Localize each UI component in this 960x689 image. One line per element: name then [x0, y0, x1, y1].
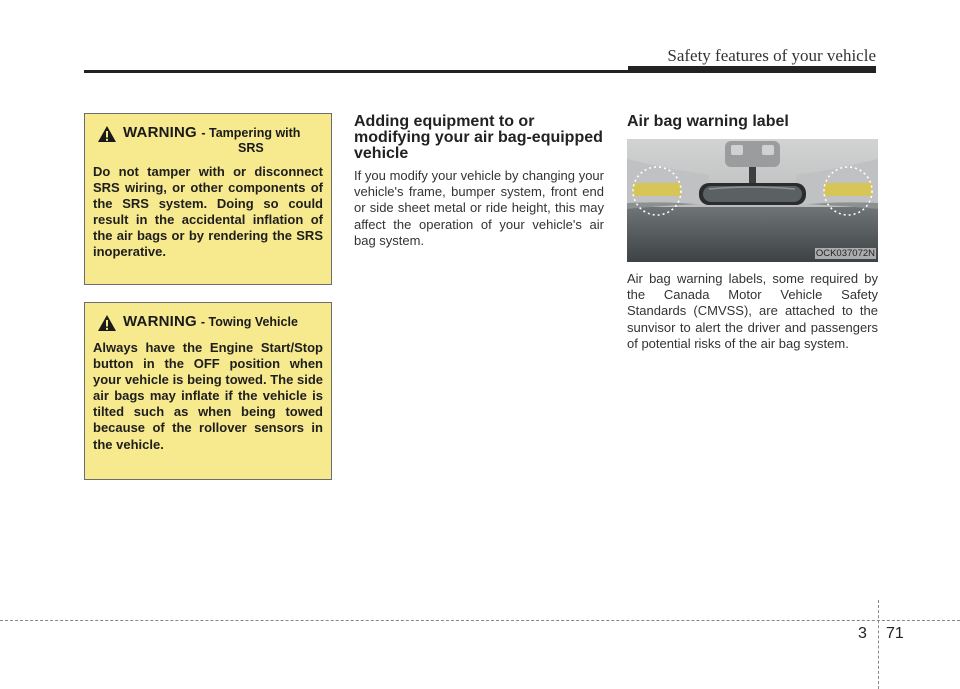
warning-triangle-icon	[97, 314, 117, 332]
warning-text: Always have the Engine Start/Stop button in the OFF position when your vehicle is being towed. The side air bags may inflate if the vehicle is tilted such as when being towed because of the rollover sensors in the vehicle.	[93, 340, 323, 452]
warning-box-tampering	[84, 113, 332, 285]
warning-heading	[97, 313, 323, 332]
warning-text: Do not tamper with or disconnect SRS wiring, or other components of the SRS system. Doing so could result in the accidental inflation of the air bags or by rendering the SRS inoperative.	[93, 164, 323, 260]
photo-caption: OCK037072N	[815, 248, 875, 259]
footer-rule	[0, 620, 960, 621]
warning-triangle-icon	[97, 125, 117, 143]
warning-heading	[97, 124, 323, 156]
warning-word: WARNING	[123, 313, 197, 330]
section-title-warning-label: Air bag warning label	[627, 113, 789, 130]
section-number: 3	[858, 625, 867, 642]
section-title-adding-equipment: Adding equipment to or modifying your air bag-equipped vehicle	[354, 113, 603, 162]
sunvisor-photo	[627, 139, 878, 262]
section-body-warning-label: Air bag warning labels, some required by the Canada Motor Vehicle Safety Standards (CMVSS), are attached to the sunvisor to alert the driver and passengers of potential risks of the air bag system.	[627, 271, 878, 351]
page-number-divider	[878, 600, 879, 689]
warning-word: WARNING	[123, 124, 197, 141]
sunvisor-illustration	[627, 139, 878, 262]
section-body-adding-equipment: If you modify your vehicle by changing your vehicle's frame, bumper system, front end or side sheet metal or ride height, this may affect the operation of your vehicle's air bag system.	[354, 168, 604, 248]
header-rule-accent	[628, 66, 876, 73]
warning-topic: - Tampering with SRS	[201, 126, 301, 155]
warning-box-towing	[84, 302, 332, 480]
header-title: Safety features of your vehicle	[667, 46, 876, 65]
warning-topic: - Towing Vehicle	[200, 315, 298, 329]
page-number: 71	[886, 625, 904, 642]
